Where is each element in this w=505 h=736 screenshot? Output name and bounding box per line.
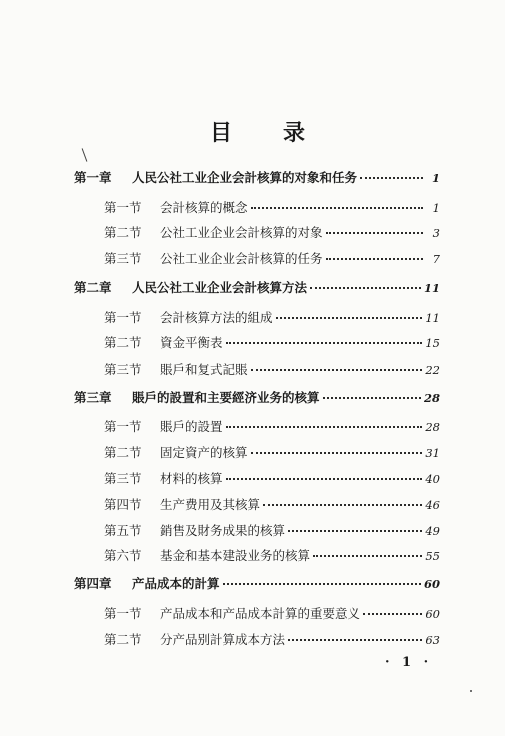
leader-dots: [251, 452, 423, 454]
leader-dots: [323, 397, 421, 399]
leader-dots: [263, 504, 422, 506]
page-ref: 3: [432, 226, 440, 240]
leader-dots: [288, 639, 422, 641]
leader-dots: [360, 177, 423, 179]
toc-entry-chapter-1[interactable]: [74, 168, 440, 186]
leader-dots: [226, 342, 423, 344]
section-number: 第一节: [104, 310, 142, 325]
chapter-number: 第二章: [74, 280, 112, 295]
section-title: 产品成本和产品成本計算的重要意义: [160, 606, 361, 621]
section-number: 第三节: [104, 471, 142, 486]
leader-dots: [251, 369, 423, 371]
page-ref: 55: [425, 549, 440, 563]
page-ref: 1: [431, 171, 440, 185]
toc-entry-section[interactable]: [104, 198, 440, 216]
toc-entry-section[interactable]: [104, 604, 440, 622]
section-title: 材料的核算: [160, 471, 223, 486]
leader-dots: [363, 613, 422, 615]
chapter-title: 賬戶的設置和主要經济业务的核算: [132, 390, 320, 405]
chapter-title: 人民公社工业企业会計核算的对象和任务: [132, 170, 358, 185]
section-title: 資金平衡表: [160, 335, 223, 350]
toc-entry-section[interactable]: [104, 223, 440, 241]
page-ref: 22: [425, 363, 440, 377]
section-number: 第四节: [104, 497, 142, 512]
leader-dots: [226, 426, 423, 428]
page-ref: 11: [423, 281, 440, 295]
page-number: · 1 ·: [385, 655, 433, 670]
leader-dots: [251, 207, 423, 209]
section-number: 第五节: [104, 523, 142, 538]
leader-dots: [326, 232, 423, 234]
toc-entry-section[interactable]: [104, 630, 440, 648]
leader-dots: [223, 583, 421, 585]
leader-dots: [226, 478, 423, 480]
section-number: 第一节: [104, 200, 142, 215]
section-title: 公社工业企业会計核算的对象: [160, 225, 323, 240]
section-number: 第一节: [104, 419, 142, 434]
page-ref: 7: [432, 252, 440, 266]
section-number: 第三节: [104, 251, 142, 266]
toc-entry-section[interactable]: [104, 417, 440, 435]
section-title: 会計核算方法的組成: [160, 310, 273, 325]
page-ref: 60: [425, 607, 440, 621]
section-number: 第二节: [104, 225, 142, 240]
section-title: 基金和基本建設业务的核算: [160, 548, 311, 563]
chapter-title: 产品成本的計算: [132, 576, 220, 591]
section-number: 第二节: [104, 632, 142, 647]
toc-entry-section[interactable]: [104, 469, 440, 487]
page-ref: 28: [423, 391, 440, 405]
section-title: 銷售及財务成果的核算: [160, 523, 286, 538]
chapter-number: 第三章: [74, 390, 112, 405]
page-ref: 60: [423, 577, 440, 591]
page-ref: 49: [425, 524, 440, 538]
section-number: 第三节: [104, 362, 142, 377]
leader-dots: [326, 258, 423, 260]
page-ref: 11: [425, 311, 440, 325]
toc-entry-chapter-4[interactable]: [74, 574, 440, 592]
page-ref: 1: [432, 201, 440, 215]
toc-entry-section[interactable]: [104, 333, 440, 351]
toc-entry-section[interactable]: [104, 360, 440, 378]
chapter-number: 第一章: [74, 170, 112, 185]
section-title: 公社工业企业会計核算的任务: [160, 251, 323, 266]
section-title: 賬戶的設置: [160, 419, 223, 434]
toc-entry-chapter-3[interactable]: [74, 388, 440, 406]
toc-entry-section[interactable]: [104, 546, 440, 564]
scan-speck: [82, 148, 88, 161]
toc-entry-section[interactable]: [104, 308, 440, 326]
page-ref: 28: [425, 420, 440, 434]
toc-title-char-1: 目: [210, 120, 233, 146]
section-number: 第二节: [104, 445, 142, 460]
toc-title-char-2: 录: [283, 120, 306, 146]
toc-entry-section[interactable]: [104, 495, 440, 513]
section-title: 賬戶和复式記賬: [160, 362, 248, 377]
page-ref: 63: [425, 633, 440, 647]
leader-dots: [276, 317, 423, 319]
leader-dots: [313, 555, 422, 557]
toc-entry-chapter-2[interactable]: [74, 278, 440, 296]
section-number: 第一节: [104, 606, 142, 621]
leader-dots: [310, 287, 421, 289]
toc-entry-section[interactable]: [104, 521, 440, 539]
page-ref: 46: [425, 498, 440, 512]
section-title: 生产费用及其核算: [160, 497, 261, 512]
section-title: 分产品别計算成本方法: [160, 632, 286, 647]
page-ref: 40: [425, 472, 440, 486]
toc-entry-section[interactable]: [104, 249, 440, 267]
section-number: 第六节: [104, 548, 142, 563]
toc-entry-section[interactable]: [104, 443, 440, 461]
chapter-title: 人民公社工业企业会計核算方法: [132, 280, 308, 295]
section-title: 固定資产的核算: [160, 445, 248, 460]
page-ref: 31: [425, 446, 440, 460]
page-ref: 15: [425, 336, 440, 350]
leader-dots: [288, 530, 422, 532]
section-title: 会計核算的概念: [160, 200, 248, 215]
chapter-number: 第四章: [74, 576, 112, 591]
section-number: 第二节: [104, 335, 142, 350]
scan-speck: [470, 690, 472, 692]
